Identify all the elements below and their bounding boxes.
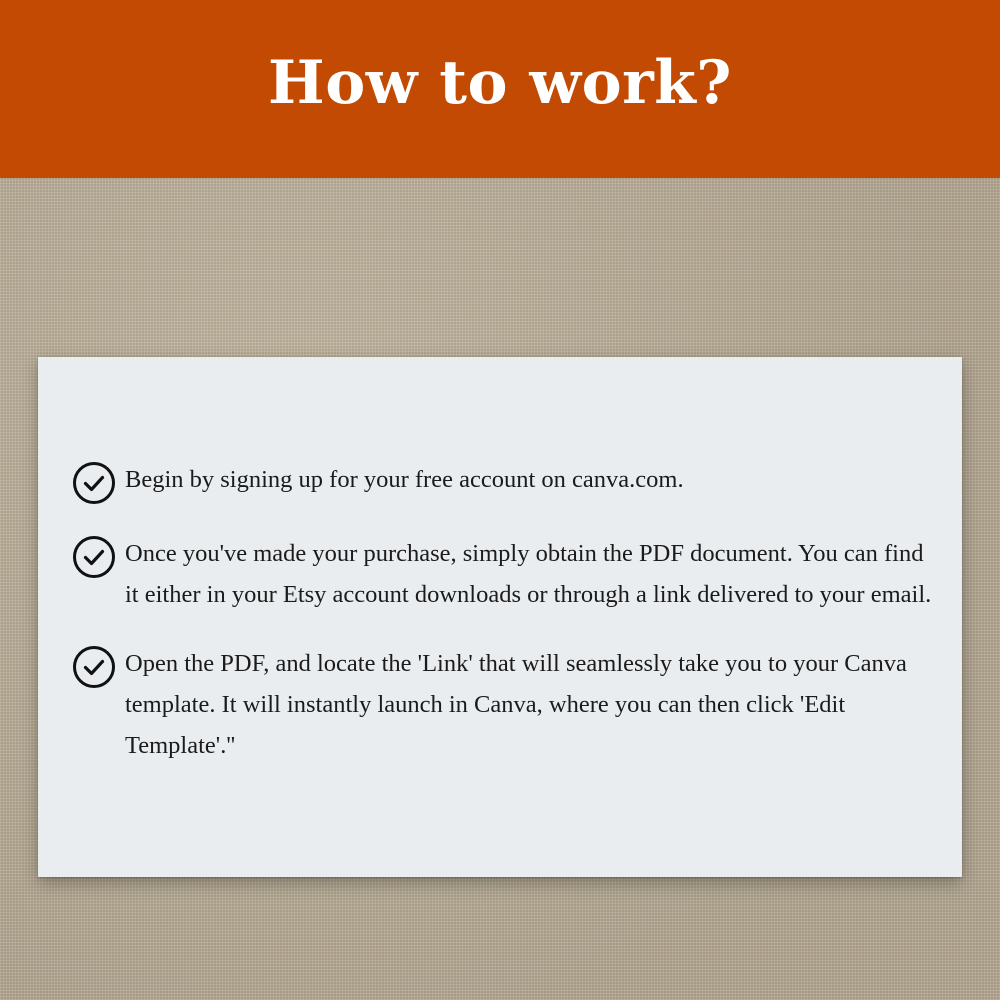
step-item-1 — [72, 461, 932, 505]
page-title: How to work? — [268, 48, 732, 118]
instructions-card — [38, 357, 962, 877]
check-circle-icon — [72, 535, 116, 579]
step-text: Once you've made your purchase, simply obtain the PDF document. You can find it either in your Etsy account downloads or through a link delivered to your email. — [125, 540, 932, 608]
header-banner — [0, 0, 1000, 178]
step-text: Open the PDF, and locate the 'Link' that will seamlessly take you to your Canva template. It will instantly launch in Canva, where you can then click 'Edit Template'.'' — [125, 650, 907, 759]
step-text: Begin by signing up for your free account on canva.com. — [125, 466, 684, 493]
step-item-3 — [72, 645, 932, 766]
step-item-2 — [72, 535, 932, 615]
check-circle-icon — [72, 461, 116, 505]
check-circle-icon — [72, 645, 116, 689]
step-list — [72, 461, 932, 796]
